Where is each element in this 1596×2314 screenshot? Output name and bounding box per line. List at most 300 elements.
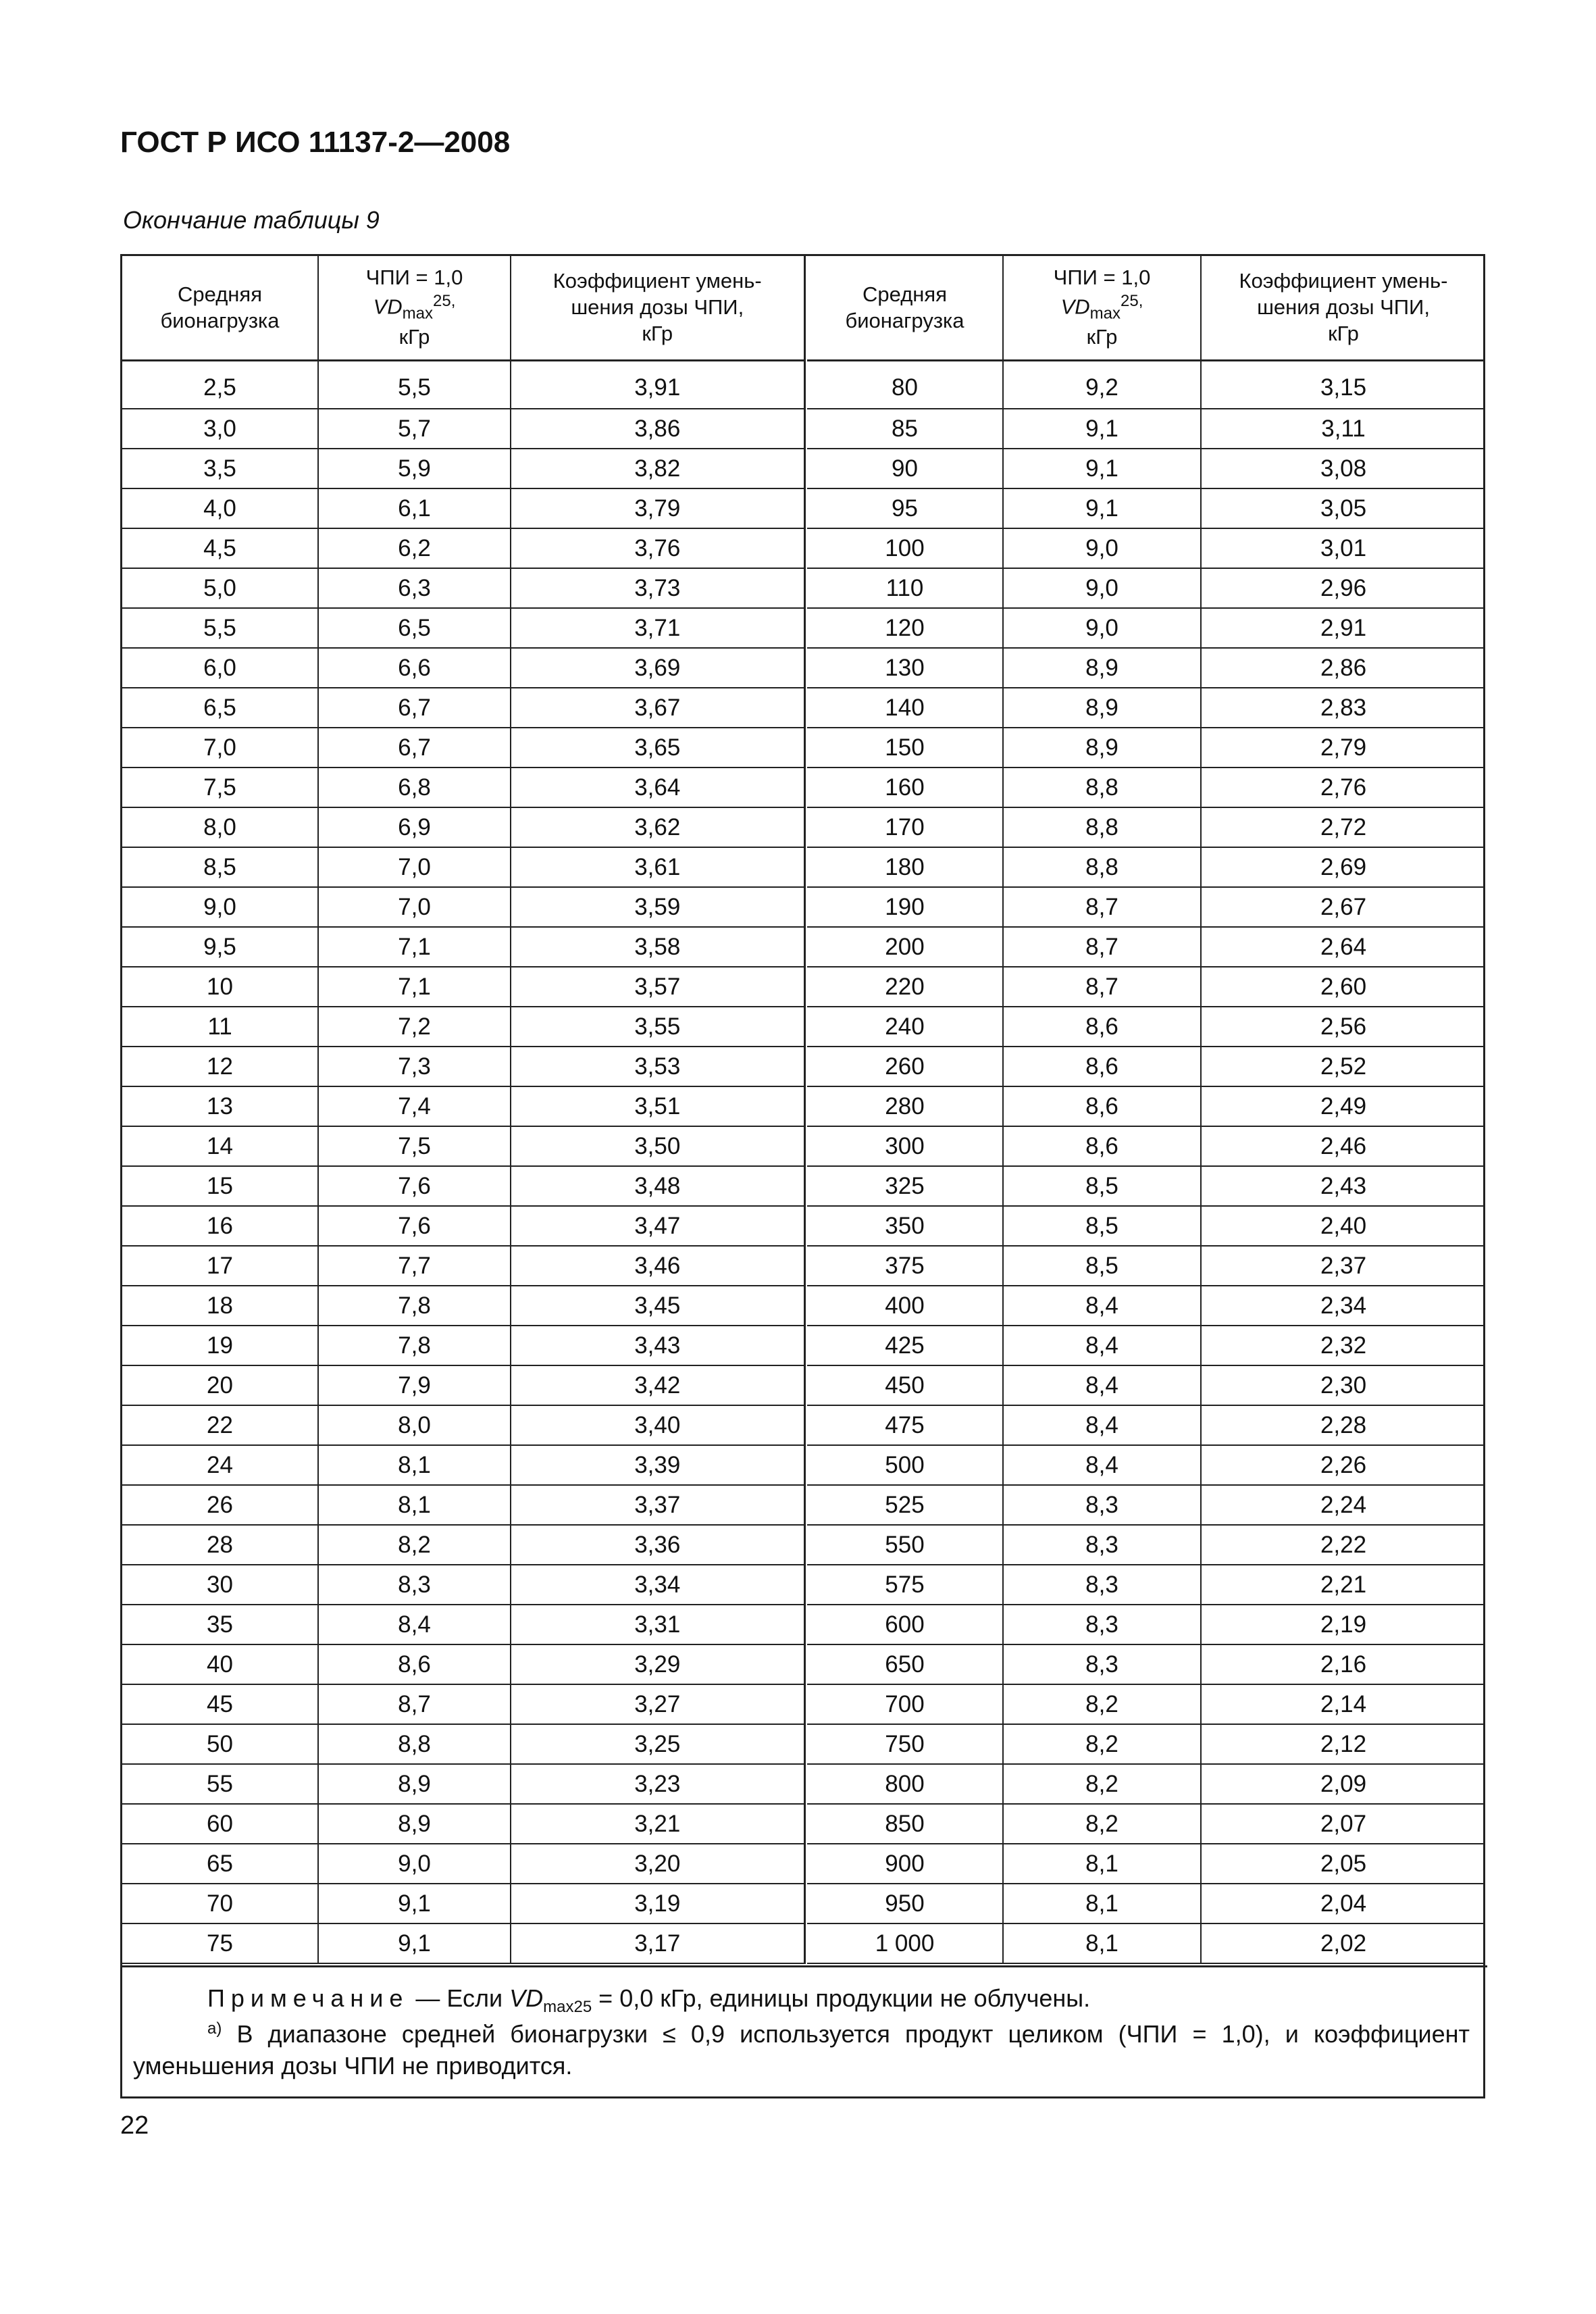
cell-vd: 8,2 [318,1525,511,1565]
table-row [122,1923,804,1963]
cell-vd: 6,1 [318,488,511,528]
cell-reduction-factor: 2,14 [1201,1684,1485,1724]
table-row [807,927,1485,967]
cell-bioburden: 16 [122,1206,318,1246]
cell-reduction-factor: 3,27 [511,1684,804,1724]
cell-bioburden: 20 [122,1365,318,1405]
cell-bioburden: 325 [807,1166,1003,1206]
cell-vd: 8,3 [1003,1525,1201,1565]
table-row [122,528,804,568]
table-row [807,1246,1485,1286]
table-row [122,1047,804,1086]
cell-reduction-factor: 3,05 [1201,488,1485,528]
cell-reduction-factor: 3,29 [511,1644,804,1684]
table-row [122,1365,804,1405]
cell-vd: 7,1 [318,927,511,967]
cell-reduction-factor: 2,26 [1201,1445,1485,1485]
cell-bioburden: 19 [122,1326,318,1365]
cell-reduction-factor: 3,01 [1201,528,1485,568]
cell-vd: 8,8 [1003,807,1201,847]
cell-reduction-factor: 3,08 [1201,449,1485,488]
cell-reduction-factor: 3,73 [511,568,804,608]
cell-bioburden: 9,5 [122,927,318,967]
cell-vd: 8,6 [1003,1086,1201,1126]
table-row [122,1644,804,1684]
cell-bioburden: 100 [807,528,1003,568]
cell-reduction-factor: 3,23 [511,1764,804,1804]
cell-vd: 8,8 [318,1724,511,1764]
cell-bioburden: 18 [122,1286,318,1326]
cell-bioburden: 525 [807,1485,1003,1525]
cell-vd: 6,6 [318,648,511,688]
cell-vd: 6,8 [318,768,511,807]
table-row [122,1684,804,1724]
cell-reduction-factor: 3,43 [511,1326,804,1365]
cell-reduction-factor: 2,16 [1201,1644,1485,1684]
cell-bioburden: 950 [807,1884,1003,1923]
table-caption: Окончание таблицы 9 [123,206,380,234]
cell-vd: 9,1 [1003,409,1201,449]
cell-bioburden: 24 [122,1445,318,1485]
cell-vd: 7,9 [318,1365,511,1405]
table-right-body [807,361,1485,1964]
cell-vd: 8,6 [1003,1007,1201,1047]
cell-bioburden: 190 [807,887,1003,927]
cell-reduction-factor: 3,42 [511,1365,804,1405]
cell-bioburden: 70 [122,1884,318,1923]
cell-reduction-factor: 2,46 [1201,1126,1485,1166]
cell-vd: 8,6 [1003,1126,1201,1166]
cell-vd: 7,8 [318,1286,511,1326]
table-left-half [122,256,806,1964]
cell-bioburden: 12 [122,1047,318,1086]
document-code: ГОСТ Р ИСО 11137-2—2008 [120,126,511,159]
cell-bioburden: 11 [122,1007,318,1047]
cell-reduction-factor: 2,86 [1201,648,1485,688]
cell-bioburden: 200 [807,927,1003,967]
cell-vd: 8,4 [318,1605,511,1644]
cell-vd: 8,9 [318,1804,511,1844]
cell-bioburden: 13 [122,1086,318,1126]
cell-reduction-factor: 3,48 [511,1166,804,1206]
cell-reduction-factor: 2,72 [1201,807,1485,847]
table-row [807,449,1485,488]
table-row [807,1485,1485,1525]
cell-reduction-factor: 2,79 [1201,728,1485,768]
cell-vd: 8,7 [1003,927,1201,967]
table-header-row [122,256,804,361]
cell-vd: 8,6 [1003,1047,1201,1086]
cell-vd: 8,5 [1003,1206,1201,1246]
cell-reduction-factor: 2,24 [1201,1485,1485,1525]
table-row [122,1724,804,1764]
cell-reduction-factor: 2,96 [1201,568,1485,608]
cell-reduction-factor: 3,55 [511,1007,804,1047]
cell-bioburden: 1 000 [807,1923,1003,1963]
table-row [807,1764,1485,1804]
cell-reduction-factor: 2,04 [1201,1884,1485,1923]
cell-bioburden: 65 [122,1844,318,1884]
cell-bioburden: 700 [807,1684,1003,1724]
cell-bioburden: 5,0 [122,568,318,608]
footnote-marker: а) [207,2019,222,2038]
cell-reduction-factor: 2,67 [1201,887,1485,927]
table-row [807,1086,1485,1126]
cell-vd: 8,1 [1003,1884,1201,1923]
cell-bioburden: 90 [807,449,1003,488]
cell-vd: 6,5 [318,608,511,648]
page-number: 22 [120,2111,149,2140]
cell-vd: 9,1 [1003,449,1201,488]
cell-bioburden: 375 [807,1246,1003,1286]
table-row [807,1166,1485,1206]
table-row [807,608,1485,648]
cell-bioburden: 55 [122,1764,318,1804]
cell-vd: 8,3 [1003,1644,1201,1684]
table-row [122,728,804,768]
cell-bioburden: 400 [807,1286,1003,1326]
cell-bioburden: 350 [807,1206,1003,1246]
table-row [122,847,804,887]
cell-vd: 7,3 [318,1047,511,1086]
cell-vd: 7,4 [318,1086,511,1126]
table-row [807,488,1485,528]
cell-reduction-factor: 3,39 [511,1445,804,1485]
cell-reduction-factor: 2,07 [1201,1804,1485,1844]
table-row [807,1007,1485,1047]
cell-reduction-factor: 2,19 [1201,1605,1485,1644]
cell-vd: 8,9 [1003,728,1201,768]
table-row [807,1684,1485,1724]
cell-vd: 8,7 [318,1684,511,1724]
cell-vd: 7,0 [318,847,511,887]
cell-bioburden: 170 [807,807,1003,847]
table-row [122,1884,804,1923]
cell-vd: 9,2 [1003,361,1201,409]
cell-bioburden: 180 [807,847,1003,887]
cell-reduction-factor: 3,19 [511,1884,804,1923]
table-row [122,1565,804,1605]
cell-reduction-factor: 2,34 [1201,1286,1485,1326]
table-right-half [807,256,1485,1964]
cell-vd: 9,0 [1003,528,1201,568]
table-row [807,1525,1485,1565]
cell-vd: 8,8 [1003,847,1201,887]
table-row [122,1286,804,1326]
table-row [122,688,804,728]
cell-vd: 8,2 [1003,1684,1201,1724]
cell-reduction-factor: 3,57 [511,967,804,1007]
table-row [122,488,804,528]
cell-bioburden: 7,0 [122,728,318,768]
table-row [122,449,804,488]
cell-reduction-factor: 3,62 [511,807,804,847]
cell-bioburden: 500 [807,1445,1003,1485]
table-row [122,1485,804,1525]
cell-reduction-factor: 3,69 [511,648,804,688]
cell-reduction-factor: 3,65 [511,728,804,768]
cell-vd: 8,2 [1003,1764,1201,1804]
cell-vd: 6,3 [318,568,511,608]
cell-vd: 8,6 [318,1644,511,1684]
cell-reduction-factor: 3,15 [1201,361,1485,409]
cell-reduction-factor: 3,17 [511,1923,804,1963]
cell-reduction-factor: 3,25 [511,1724,804,1764]
cell-reduction-factor: 2,52 [1201,1047,1485,1086]
cell-reduction-factor: 2,30 [1201,1365,1485,1405]
cell-reduction-factor: 3,11 [1201,409,1485,449]
cell-bioburden: 900 [807,1844,1003,1884]
table-row [122,568,804,608]
cell-reduction-factor: 3,20 [511,1844,804,1884]
table-row [807,1126,1485,1166]
table-row [807,1923,1485,1963]
table-row [807,1365,1485,1405]
table-row [807,1565,1485,1605]
cell-bioburden: 260 [807,1047,1003,1086]
cell-reduction-factor: 2,60 [1201,967,1485,1007]
cell-vd: 8,9 [318,1764,511,1804]
table-row [122,927,804,967]
cell-bioburden: 240 [807,1007,1003,1047]
table-row [807,1405,1485,1445]
table-row [807,728,1485,768]
table-row [122,1206,804,1246]
table-row [807,648,1485,688]
table-row [807,1445,1485,1485]
table-note [122,1965,1487,2082]
table-row [122,648,804,688]
cell-reduction-factor: 2,91 [1201,608,1485,648]
cell-reduction-factor: 2,05 [1201,1844,1485,1884]
table-row [807,1286,1485,1326]
cell-reduction-factor: 2,02 [1201,1923,1485,1963]
cell-reduction-factor: 3,86 [511,409,804,449]
table-row [122,608,804,648]
cell-bioburden: 280 [807,1086,1003,1126]
cell-vd: 7,6 [318,1206,511,1246]
cell-vd: 8,5 [1003,1246,1201,1286]
table-row [807,688,1485,728]
cell-vd: 8,1 [1003,1844,1201,1884]
cell-reduction-factor: 3,61 [511,847,804,887]
cell-vd: 8,4 [1003,1445,1201,1485]
col-header-vd: ЧПИ = 1,0 $VD_{max}^{25,}$ кГр [1003,256,1201,361]
cell-vd: 8,4 [1003,1405,1201,1445]
cell-vd: 8,4 [1003,1286,1201,1326]
table-row [807,1724,1485,1764]
cell-bioburden: 6,5 [122,688,318,728]
cell-vd: 7,1 [318,967,511,1007]
cell-reduction-factor: 3,51 [511,1086,804,1126]
cell-bioburden: 4,0 [122,488,318,528]
cell-vd: 8,4 [1003,1365,1201,1405]
note-label: Примечание [207,1984,409,2012]
note-line-3: уменьшения дозы ЧПИ не приводится. [133,2052,573,2080]
cell-bioburden: 575 [807,1565,1003,1605]
cell-vd: 9,0 [1003,608,1201,648]
table-row [807,1206,1485,1246]
cell-vd: 7,7 [318,1246,511,1286]
cell-vd: 5,5 [318,361,511,409]
cell-bioburden: 40 [122,1644,318,1684]
cell-bioburden: 35 [122,1605,318,1644]
cell-reduction-factor: 3,91 [511,361,804,409]
table-row [807,528,1485,568]
cell-vd: 6,7 [318,728,511,768]
cell-vd: 8,0 [318,1405,511,1445]
cell-bioburden: 75 [122,1923,318,1963]
cell-bioburden: 50 [122,1724,318,1764]
table-row [122,1007,804,1047]
cell-bioburden: 150 [807,728,1003,768]
table-row [807,807,1485,847]
cell-reduction-factor: 3,79 [511,488,804,528]
cell-reduction-factor: 3,50 [511,1126,804,1166]
note-line-2: $^{а)}$ В диапазоне средней бионагрузки ≤ 0,9 используется продукт целиком (ЧПИ = 1,0), и коэффициент [207,2019,1470,2048]
cell-bioburden: 750 [807,1724,1003,1764]
table-row [807,1605,1485,1644]
cell-bioburden: 9,0 [122,887,318,927]
cell-vd: 8,3 [1003,1565,1201,1605]
cell-vd: 5,9 [318,449,511,488]
cell-bioburden: 3,0 [122,409,318,449]
cell-bioburden: 60 [122,1804,318,1844]
cell-reduction-factor: 3,36 [511,1525,804,1565]
cell-bioburden: 4,5 [122,528,318,568]
table-row [122,409,804,449]
cell-vd: 9,1 [1003,488,1201,528]
cell-reduction-factor: 2,49 [1201,1086,1485,1126]
table-row [807,1804,1485,1844]
cell-bioburden: 45 [122,1684,318,1724]
cell-reduction-factor: 3,82 [511,449,804,488]
cell-vd: 9,0 [318,1844,511,1884]
cell-bioburden: 85 [807,409,1003,449]
cell-reduction-factor: 2,56 [1201,1007,1485,1047]
table-row [807,1644,1485,1684]
table-row [122,1086,804,1126]
cell-vd: 8,9 [1003,688,1201,728]
table-row [122,1525,804,1565]
cell-bioburden: 120 [807,608,1003,648]
cell-vd: 9,1 [318,1884,511,1923]
col-header-vd: ЧПИ = 1,0 $VD_{max}^{25,}$ кГр [318,256,511,361]
cell-bioburden: 2,5 [122,361,318,409]
cell-bioburden: 95 [807,488,1003,528]
cell-reduction-factor: 2,37 [1201,1246,1485,1286]
table-row [122,1764,804,1804]
cell-reduction-factor: 2,21 [1201,1565,1485,1605]
cell-bioburden: 10 [122,967,318,1007]
cell-vd: 8,1 [318,1485,511,1525]
table-row [122,807,804,847]
table-row [807,1326,1485,1365]
cell-reduction-factor: 3,34 [511,1565,804,1605]
cell-bioburden: 15 [122,1166,318,1206]
cell-reduction-factor: 2,32 [1201,1326,1485,1365]
cell-reduction-factor: 2,69 [1201,847,1485,887]
cell-bioburden: 17 [122,1246,318,1286]
cell-bioburden: 600 [807,1605,1003,1644]
table-row [122,1844,804,1884]
cell-reduction-factor: 2,76 [1201,768,1485,807]
cell-bioburden: 220 [807,967,1003,1007]
cell-vd: 6,2 [318,528,511,568]
table-row [807,887,1485,927]
cell-vd: 7,0 [318,887,511,927]
cell-reduction-factor: 3,53 [511,1047,804,1086]
cell-bioburden: 800 [807,1764,1003,1804]
table-row [122,1804,804,1844]
table-row [122,361,804,409]
table-left-body [122,361,804,1964]
cell-vd: 8,7 [1003,887,1201,927]
cell-vd: 8,1 [318,1445,511,1485]
cell-reduction-factor: 3,47 [511,1206,804,1246]
cell-bioburden: 22 [122,1405,318,1445]
col-header-reduction-factor: Коэффициент умень- шения дозы ЧПИ, кГр [1201,256,1485,361]
cell-bioburden: 425 [807,1326,1003,1365]
cell-bioburden: 450 [807,1365,1003,1405]
cell-bioburden: 5,5 [122,608,318,648]
table-row [122,1326,804,1365]
cell-vd: 6,9 [318,807,511,847]
table-9 [120,254,1485,2098]
table-row [807,1047,1485,1086]
cell-reduction-factor: 2,22 [1201,1525,1485,1565]
cell-vd: 8,2 [1003,1724,1201,1764]
cell-reduction-factor: 3,76 [511,528,804,568]
table-row [807,847,1485,887]
cell-vd: 7,5 [318,1126,511,1166]
cell-vd: 8,3 [318,1565,511,1605]
cell-reduction-factor: 3,31 [511,1605,804,1644]
cell-vd: 8,9 [1003,648,1201,688]
cell-reduction-factor: 3,64 [511,768,804,807]
cell-bioburden: 14 [122,1126,318,1166]
cell-reduction-factor: 2,12 [1201,1724,1485,1764]
cell-reduction-factor: 2,40 [1201,1206,1485,1246]
table-row [807,568,1485,608]
table-row [807,1844,1485,1884]
cell-bioburden: 26 [122,1485,318,1525]
cell-reduction-factor: 3,40 [511,1405,804,1445]
cell-bioburden: 8,5 [122,847,318,887]
table-row [122,768,804,807]
cell-reduction-factor: 2,43 [1201,1166,1485,1206]
table-row [807,409,1485,449]
cell-vd: 6,7 [318,688,511,728]
table-row [122,1445,804,1485]
col-header-reduction-factor: Коэффициент умень- шения дозы ЧПИ, кГр [511,256,804,361]
cell-vd: 5,7 [318,409,511,449]
cell-reduction-factor: 3,21 [511,1804,804,1844]
cell-reduction-factor: 3,46 [511,1246,804,1286]
cell-bioburden: 140 [807,688,1003,728]
cell-vd: 7,8 [318,1326,511,1365]
table-row [122,1126,804,1166]
table-row [122,1166,804,1206]
table-row [122,1405,804,1445]
table-row [807,967,1485,1007]
cell-bioburden: 28 [122,1525,318,1565]
cell-bioburden: 8,0 [122,807,318,847]
cell-bioburden: 3,5 [122,449,318,488]
cell-reduction-factor: 3,37 [511,1485,804,1525]
cell-reduction-factor: 3,71 [511,608,804,648]
cell-reduction-factor: 2,83 [1201,688,1485,728]
